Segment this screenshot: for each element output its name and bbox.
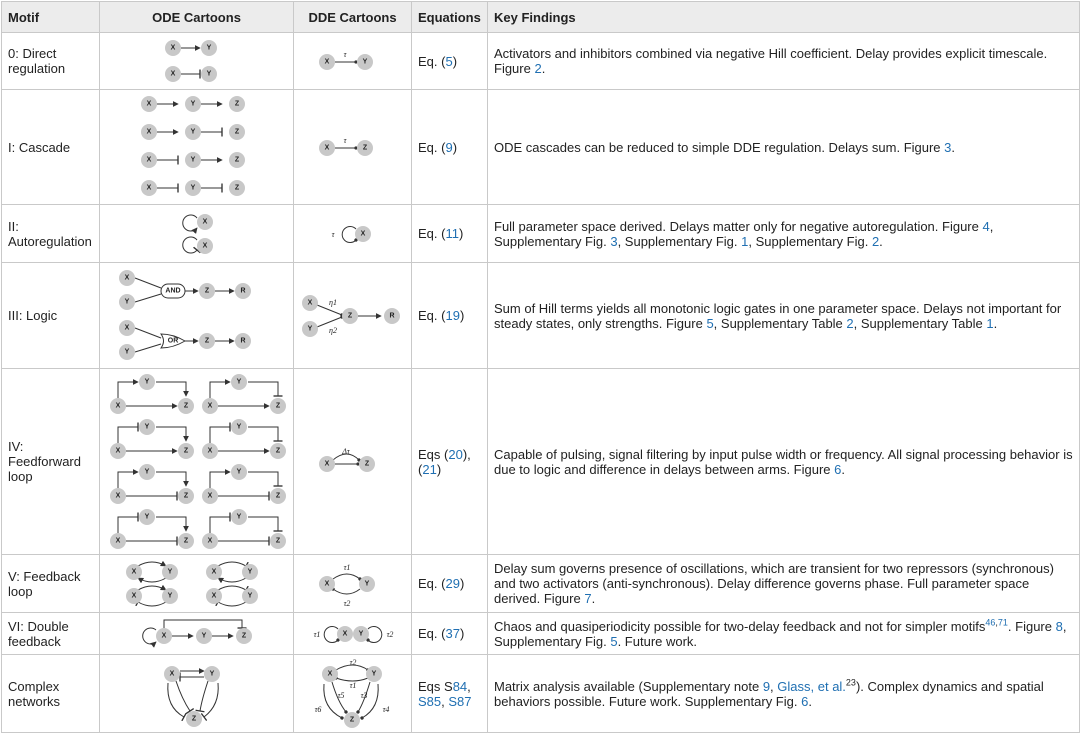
dde-autoregulation-diagram: [323, 219, 383, 249]
svg-text:Δτ: Δτ: [341, 446, 350, 456]
findings-cell: Capable of pulsing, signal filtering by input pulse width or frequency. All signal processing behavior is due to logic and difference in delays between arms. Figure 6.: [488, 369, 1080, 555]
svg-text:Y: Y: [144, 468, 150, 475]
svg-text:τ2: τ2: [349, 657, 356, 667]
ode-cartoon-cell: [100, 555, 294, 613]
svg-text:X: X: [207, 447, 213, 454]
svg-text:X: X: [207, 537, 213, 544]
ffl-variant: [110, 374, 194, 414]
supplementary-fig-link[interactable]: 6: [801, 693, 809, 709]
svg-text:Y: Y: [190, 128, 195, 136]
ode-logic-diagram: [117, 266, 277, 366]
header-equations: Equations: [412, 2, 488, 33]
svg-text:Y: Y: [206, 44, 211, 52]
svg-text:R: R: [389, 312, 395, 319]
equation-cell: Eq. (37): [412, 613, 488, 655]
node-x: [202, 533, 218, 549]
motif-cell: VI: Double feedback: [2, 613, 100, 655]
ode-cartoon-cell: [100, 205, 294, 263]
svg-text:τ2: τ2: [386, 629, 393, 639]
svg-text:Z: Z: [364, 460, 369, 467]
figure-link[interactable]: 4: [982, 218, 990, 234]
svg-text:X: X: [124, 274, 129, 281]
table-row: [2, 555, 1080, 613]
supplementary-fig-link[interactable]: 5: [610, 633, 618, 649]
svg-text:X: X: [115, 537, 121, 544]
ffl-variant: [110, 509, 194, 549]
ode-autoregulation-diagram: [167, 208, 227, 260]
svg-text:Y: Y: [236, 513, 242, 520]
svg-text:R: R: [239, 287, 246, 294]
svg-text:Z: Z: [183, 492, 189, 499]
node-y: [139, 509, 155, 525]
ode-cartoon-cell: [100, 263, 294, 369]
equation-link[interactable]: 37: [445, 626, 460, 641]
ode-feedback-loop-diagram: [122, 558, 272, 610]
node-x: [202, 443, 218, 459]
node-y: [231, 419, 247, 435]
dde-cartoon-cell: [294, 655, 412, 733]
svg-text:X: X: [170, 70, 175, 78]
svg-text:Z: Z: [347, 312, 353, 319]
node-x: [110, 533, 126, 549]
svg-text:X: X: [324, 580, 329, 587]
svg-text:Z: Z: [234, 128, 239, 136]
svg-text:X: X: [324, 58, 329, 66]
svg-text:X: X: [324, 460, 329, 467]
svg-text:OR: OR: [167, 337, 178, 344]
node-z: [178, 533, 194, 549]
equation-link[interactable]: S85: [418, 693, 442, 709]
motif-cell: I: Cascade: [2, 90, 100, 205]
svg-text:X: X: [211, 592, 216, 599]
node-y: [231, 374, 247, 390]
equation-link[interactable]: 19: [445, 308, 460, 323]
svg-text:Y: Y: [358, 630, 363, 637]
svg-text:X: X: [324, 144, 329, 152]
figure-link[interactable]: 5: [706, 315, 714, 331]
svg-text:Y: Y: [247, 592, 252, 599]
supplementary-fig-link[interactable]: 1: [741, 233, 749, 249]
supplementary-table-link[interactable]: 1: [986, 315, 994, 331]
svg-text:Y: Y: [144, 378, 150, 385]
node-z: [270, 488, 286, 504]
ode-direct-regulation-diagram: [157, 35, 237, 87]
equation-cell: Eq. (29): [412, 555, 488, 613]
dde-cartoon-cell: [294, 555, 412, 613]
ode-feedforward-loop-diagram: [106, 372, 290, 552]
svg-text:X: X: [115, 447, 121, 454]
svg-text:Z: Z: [183, 537, 189, 544]
node-z: [178, 488, 194, 504]
header-motif: Motif: [2, 2, 100, 33]
svg-text:Y: Y: [307, 325, 313, 332]
figure-link[interactable]: 7: [584, 591, 592, 606]
svg-text:Y: Y: [201, 632, 206, 639]
ffl-variant: [110, 464, 194, 504]
ffl-variant: [202, 464, 286, 504]
equation-cell: Eq. (11): [412, 205, 488, 263]
equation-link[interactable]: 11: [445, 226, 459, 241]
motif-table: [1, 1, 1080, 733]
svg-text:Z: Z: [275, 492, 281, 499]
svg-text:Y: Y: [124, 298, 129, 305]
svg-text:τ3: τ3: [360, 690, 367, 700]
node-y: [139, 419, 155, 435]
figure-link[interactable]: 8: [1055, 618, 1063, 634]
ode-cartoon-cell: [100, 33, 294, 90]
header-key-findings: Key Findings: [488, 2, 1080, 33]
equation-link[interactable]: 5: [445, 53, 453, 69]
svg-text:τ: τ: [343, 136, 346, 145]
equation-link[interactable]: 29: [445, 576, 460, 591]
node-y: [231, 509, 247, 525]
dde-cartoon-cell: [294, 90, 412, 205]
svg-text:τ: τ: [331, 229, 334, 239]
motif-cell: 0: Direct regulation: [2, 33, 100, 90]
svg-text:τ2: τ2: [343, 598, 350, 608]
svg-text:τ5: τ5: [337, 690, 344, 700]
ode-cartoon-cell: [100, 369, 294, 555]
citation-superscript: 23: [845, 677, 856, 688]
svg-text:X: X: [161, 632, 166, 639]
svg-text:Z: Z: [275, 402, 281, 409]
supplementary-fig-link[interactable]: 2: [871, 233, 880, 249]
table-row: [2, 613, 1080, 655]
svg-text:X: X: [169, 670, 174, 677]
svg-text:X: X: [124, 324, 129, 331]
citation-link[interactable]: Glass, et al.: [777, 678, 846, 694]
svg-text:Y: Y: [209, 670, 214, 677]
svg-text:X: X: [211, 568, 216, 575]
dde-cartoon-cell: [294, 33, 412, 90]
svg-text:Y: Y: [144, 513, 150, 520]
motif-cell: IV: Feedforward loop: [2, 369, 100, 555]
svg-text:X: X: [131, 592, 136, 599]
header-ode-cartoons: ODE Cartoons: [100, 2, 294, 33]
equation-cell: Eq. (19): [412, 263, 488, 369]
svg-text:Y: Y: [190, 100, 195, 108]
table-row: [2, 263, 1080, 369]
equation-cell: Eq. (5): [412, 33, 488, 90]
equation-link[interactable]: 20: [448, 446, 463, 462]
motif-cell: V: Feedback loop: [2, 555, 100, 613]
equation-link[interactable]: 9: [445, 139, 453, 155]
svg-text:Z: Z: [191, 715, 196, 722]
findings-cell: Sum of Hill terms yields all monotonic logic gates in one parameter space. Delays not important for steady states, only strengths. Figure 5, Supplementary Table 2, Supplementary Table 1.: [488, 263, 1080, 369]
table-row: [2, 33, 1080, 90]
node-y: [231, 464, 247, 480]
svg-text:X: X: [170, 44, 175, 52]
dde-double-feedback-diagram: [308, 619, 398, 649]
svg-text:AND: AND: [164, 287, 181, 294]
equation-link[interactable]: 21: [422, 461, 437, 477]
svg-text:τ4: τ4: [382, 704, 389, 714]
findings-cell: ODE cascades can be reduced to simple DDE regulation. Delays sum. Figure 3.: [488, 90, 1080, 205]
ode-cartoon-cell: [100, 613, 294, 655]
equation-cell: Eqs S84, S85, S87: [412, 655, 488, 733]
svg-text:X: X: [131, 568, 136, 575]
findings-cell: Matrix analysis available (Supplementary note 9, Glass, et al.$^{23}$). Complex dynamics and spatial behaviors possible. Future work. Supplementary Fig. 6.: [488, 655, 1080, 733]
node-z: [178, 443, 194, 459]
node-x: [202, 398, 218, 414]
svg-text:Y: Y: [236, 423, 242, 430]
motif-cell: II: Autoregulation: [2, 205, 100, 263]
svg-text:Y: Y: [236, 378, 242, 385]
svg-text:η1: η1: [329, 297, 337, 307]
svg-text:X: X: [146, 100, 151, 108]
node-y: [139, 374, 155, 390]
svg-text:Z: Z: [204, 287, 209, 294]
svg-text:X: X: [342, 630, 347, 637]
node-x: [110, 488, 126, 504]
svg-text:X: X: [146, 156, 151, 164]
svg-text:X: X: [146, 184, 151, 192]
svg-text:Z: Z: [275, 447, 281, 454]
citation-link[interactable]: 71: [997, 617, 1008, 628]
citation-link[interactable]: 46: [985, 617, 996, 628]
dde-cartoon-cell: [294, 263, 412, 369]
node-y: [139, 464, 155, 480]
node-z: [270, 443, 286, 459]
figure-link[interactable]: 2: [534, 61, 542, 76]
svg-text:τ6: τ6: [314, 704, 321, 714]
header-row: [2, 2, 1080, 33]
motif-cell: III: Logic: [2, 263, 100, 369]
table-row: [2, 205, 1080, 263]
ode-double-feedback-diagram: [132, 616, 262, 652]
svg-text:Y: Y: [144, 423, 150, 430]
table-row: [2, 90, 1080, 205]
svg-text:X: X: [307, 299, 313, 306]
node-z: [270, 398, 286, 414]
ffl-variant: [202, 374, 286, 414]
equation-link[interactable]: S87: [448, 693, 472, 709]
svg-text:X: X: [115, 402, 121, 409]
svg-text:Y: Y: [364, 580, 369, 587]
svg-text:X: X: [360, 230, 365, 237]
svg-text:X: X: [202, 242, 207, 249]
svg-text:τ1: τ1: [343, 562, 350, 572]
equation-link[interactable]: 84: [452, 678, 468, 694]
svg-text:X: X: [146, 128, 151, 136]
svg-text:Z: Z: [241, 632, 246, 639]
supplementary-fig-link[interactable]: 3: [610, 233, 618, 249]
ode-cartoon-cell: [100, 90, 294, 205]
dde-cartoon-cell: [294, 205, 412, 263]
ode-complex-network-diagram: [152, 659, 242, 729]
svg-text:Y: Y: [371, 670, 376, 677]
ffl-variant: [110, 419, 194, 459]
svg-text:X: X: [327, 670, 332, 677]
figure-link[interactable]: 6: [834, 461, 842, 477]
svg-text:Y: Y: [124, 348, 129, 355]
svg-text:Y: Y: [190, 156, 195, 164]
supplementary-table-link[interactable]: 2: [846, 315, 854, 331]
svg-text:Y: Y: [190, 184, 195, 192]
svg-text:Z: Z: [183, 447, 189, 454]
svg-text:R: R: [239, 337, 246, 344]
svg-text:Y: Y: [167, 568, 172, 575]
svg-text:X: X: [207, 402, 213, 409]
svg-text:Y: Y: [206, 70, 211, 78]
findings-cell: Delay sum governs presence of oscillations, which are transient for two repressors (synchronous) and two activators (anti-synchronous). Delay difference governs phase. Full parameter space derived. Figure 7.: [488, 555, 1080, 613]
equation-cell: Eqs (20), (21): [412, 369, 488, 555]
svg-text:Z: Z: [204, 337, 209, 344]
svg-text:X: X: [207, 492, 213, 499]
node-z: [270, 533, 286, 549]
node-x: [110, 443, 126, 459]
dde-cartoon-cell: [294, 369, 412, 555]
header-dde-cartoons: DDE Cartoons: [294, 2, 412, 33]
svg-text:Z: Z: [349, 716, 354, 723]
table-row: [2, 655, 1080, 733]
svg-text:Z: Z: [275, 537, 281, 544]
table-row: [2, 369, 1080, 555]
motif-cell: Complex networks: [2, 655, 100, 733]
figure-link[interactable]: 3: [944, 139, 952, 155]
node-x: [202, 488, 218, 504]
dde-feedforward-loop-diagram: [313, 442, 393, 482]
dde-cascade-diagram: [313, 132, 393, 162]
findings-cell: Full parameter space derived. Delays matter only for negative autoregulation. Figure 4, Supplementary Fig. 3, Supplementary Fig. 1, Supplementary Fig. 2.: [488, 205, 1080, 263]
svg-text:Y: Y: [236, 468, 242, 475]
equation-cell: Eq. (9): [412, 90, 488, 205]
dde-logic-diagram: [300, 291, 410, 341]
svg-text:η2: η2: [329, 325, 337, 335]
svg-text:Z: Z: [362, 144, 367, 152]
svg-text:τ1: τ1: [349, 680, 356, 690]
dde-feedback-loop-diagram: [313, 559, 393, 609]
findings-cell: Chaos and quasiperiodicity possible for two-delay feedback and not for simpler motifs$^{46,71}$. Figure 8, Supplementary Fig. 5. Future work.: [488, 613, 1080, 655]
svg-text:Z: Z: [234, 156, 239, 164]
findings-cell: Activators and inhibitors combined via negative Hill coefficient. Delay provides explicit timescale. Figure 2.: [488, 33, 1080, 90]
svg-text:Z: Z: [183, 402, 189, 409]
svg-text:X: X: [202, 218, 207, 225]
svg-text:Y: Y: [362, 58, 367, 66]
supplementary-note-link[interactable]: 9: [762, 678, 771, 694]
dde-complex-network-diagram: [308, 658, 398, 730]
svg-text:Z: Z: [234, 100, 239, 108]
ode-cascade-diagram: [137, 92, 257, 202]
dde-direct-regulation-diagram: [313, 46, 393, 76]
ffl-variant: [202, 509, 286, 549]
node-x: [110, 398, 126, 414]
ode-cartoon-cell: [100, 655, 294, 733]
svg-text:τ1: τ1: [313, 629, 320, 639]
svg-text:Z: Z: [234, 184, 239, 192]
svg-text:Y: Y: [247, 568, 252, 575]
svg-text:X: X: [115, 492, 121, 499]
ffl-variant: [202, 419, 286, 459]
svg-text:Y: Y: [167, 592, 172, 599]
node-z: [178, 398, 194, 414]
dde-cartoon-cell: [294, 613, 412, 655]
svg-text:τ: τ: [343, 50, 346, 59]
